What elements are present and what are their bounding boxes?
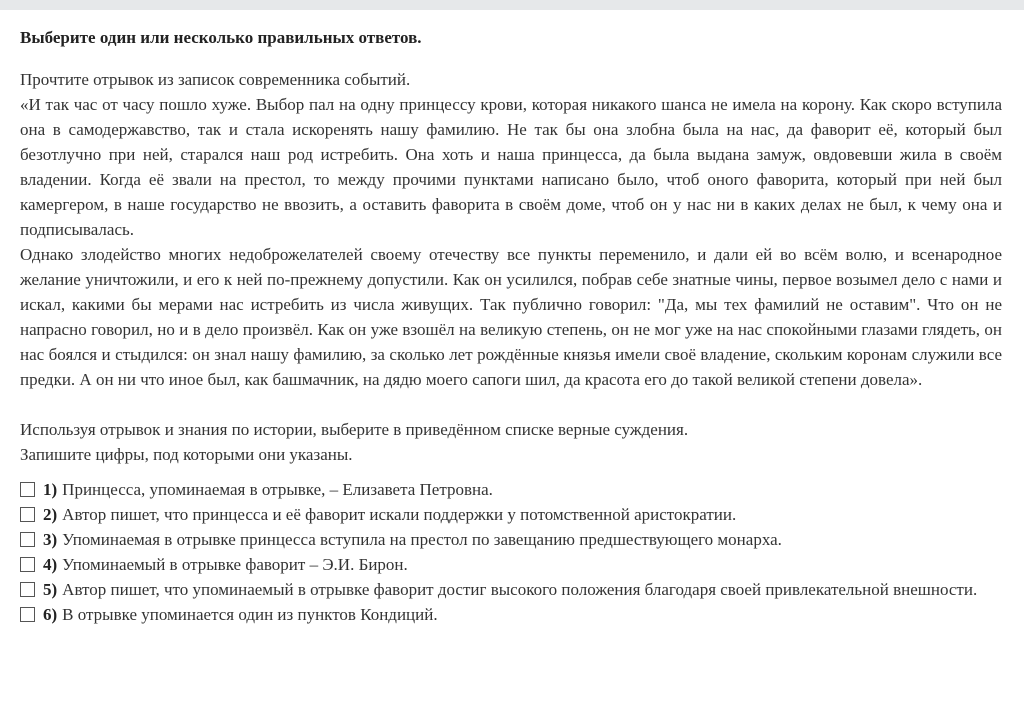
passage-intro: Прочтите отрывок из записок современника событий. xyxy=(20,70,411,89)
task-line-2: Запишите цифры, под которыми они указаны. xyxy=(20,445,353,464)
question-content xyxy=(20,10,1002,627)
passage-paragraph-2: Однако злодейство многих недоброжелателей своему отечеству все пункты переменило, и дали ей во всём волю, и всенародное желание уничтожили, и его к ней по-прежнему допустили. Как он усилился, побрав себе знатные чины, первое возымел дело с нами и искал, какими бы мерами нас истребить из числа живущих. Так публично говорил: "Да, мы тех фамилий не оставим". Что он не напрасно говорил, но и в дело произвёл. Как он уже взошёл на великую степень, он не мог уже на нас спокойными глазами глядеть, он нас боялся и стыдился: он знал нашу фамилию, за сколько лет рождённые князья имели своё владение, скольким коронам служили все предки. А он ни что иное был, как башмачник, на дядю моего сапоги шил, да красота его до такой великой степени довела». xyxy=(20,245,1002,389)
option-text: Автор пишет, что упоминаемый в отрывке фаворит достиг высокого положения благодаря своей привлекательной внешности. xyxy=(62,580,978,599)
passage-paragraph-1: «И так час от часу пошло хуже. Выбор пал на одну принцессу крови, которая никакого шанса не имела на корону. Как скоро вступила она в самодержавство, так и стала искоренять нашу фамилию. Не так бы она злобна была на нас, да фаворит её, который был безотлучно при ней, старался наш род истребить. Она хоть и наша принцесса, да была выдана замуж, овдовевши жила в своём владении. Когда её звали на престол, то между прочими пунктами написано было, чтоб оного фаворита, который при ней был камергером, в наше государство не ввозить, а оставить фаворита в своём доме, чтоб он у нас ни в каких делах не был, к чему она и подписывалась. xyxy=(20,95,1002,239)
top-bar xyxy=(0,0,1024,10)
option-text: Упоминаемый в отрывке фаворит – Э.И. Бирон. xyxy=(62,555,408,574)
instruction-text: Выберите один или несколько правильных ответов. xyxy=(20,28,422,47)
checkbox-1[interactable] xyxy=(20,482,35,497)
checkbox-6[interactable] xyxy=(20,607,35,622)
option-text: В отрывке упоминается один из пунктов Кондиций. xyxy=(62,605,438,624)
answer-option-4[interactable] xyxy=(20,552,1002,577)
option-text: Упоминаемая в отрывке принцесса вступила на престол по завещанию предшествующего монарха. xyxy=(62,530,782,549)
answer-option-1[interactable] xyxy=(20,477,1002,502)
option-number: 6) xyxy=(43,605,58,624)
answer-option-2[interactable] xyxy=(20,502,1002,527)
answer-option-6[interactable] xyxy=(20,602,1002,627)
answer-option-3[interactable] xyxy=(20,527,1002,552)
checkbox-5[interactable] xyxy=(20,582,35,597)
task-line-1: Используя отрывок и знания по истории, выберите в приведённом списке верные суждения. xyxy=(20,420,689,439)
answer-option-5[interactable] xyxy=(20,577,1002,602)
answer-options xyxy=(20,477,1002,627)
task-text xyxy=(20,417,1002,467)
option-number: 3) xyxy=(43,530,58,549)
source-passage xyxy=(20,67,1002,392)
checkbox-3[interactable] xyxy=(20,532,35,547)
option-text: Автор пишет, что принцесса и её фаворит искали поддержки у потомственной аристократии. xyxy=(62,505,737,524)
option-number: 2) xyxy=(43,505,58,524)
option-text: Принцесса, упоминаемая в отрывке, – Елизавета Петровна. xyxy=(62,480,493,499)
option-number: 5) xyxy=(43,580,58,599)
checkbox-4[interactable] xyxy=(20,557,35,572)
option-number: 1) xyxy=(43,480,58,499)
option-number: 4) xyxy=(43,555,58,574)
checkbox-2[interactable] xyxy=(20,507,35,522)
